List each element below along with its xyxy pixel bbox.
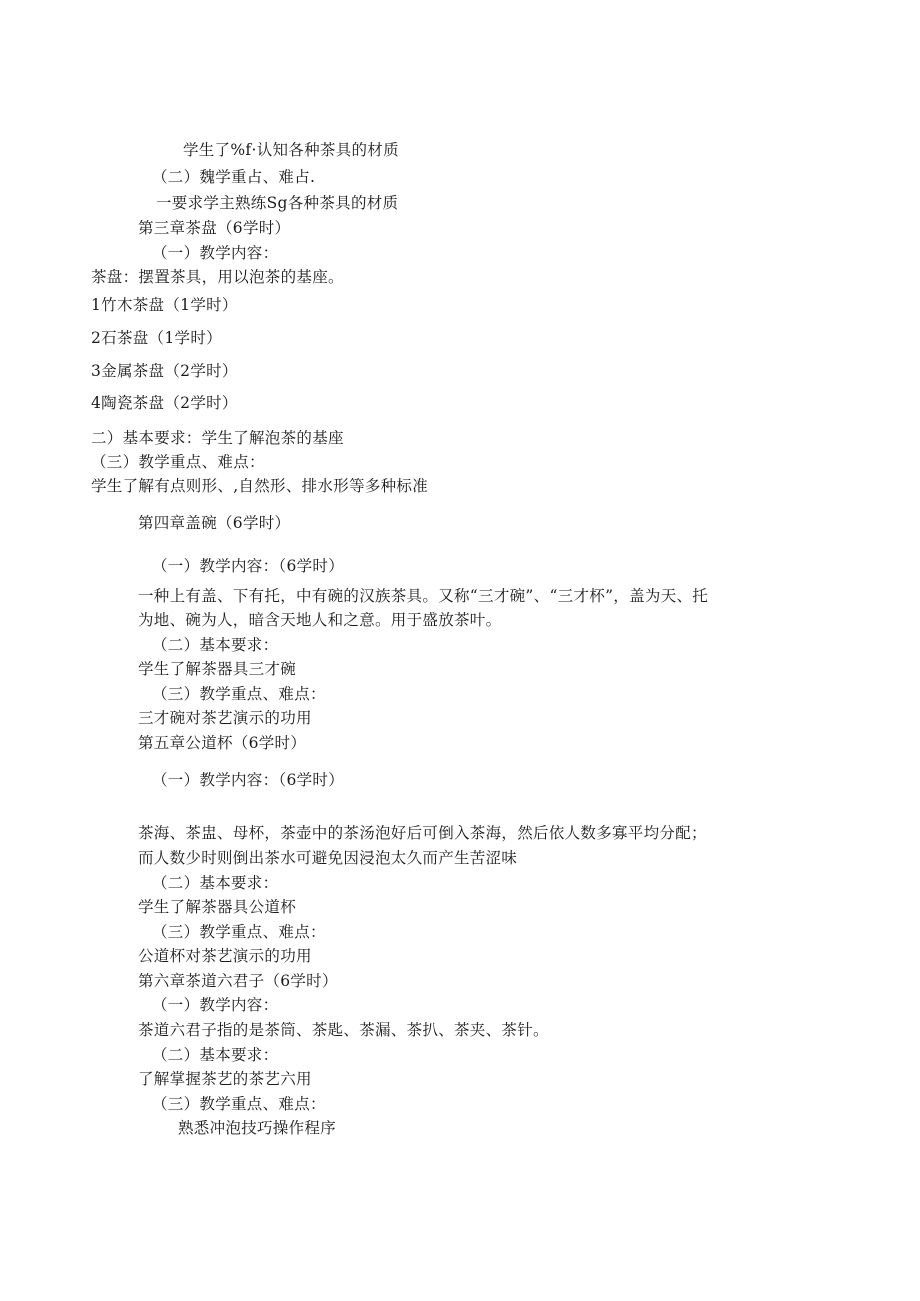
list-item: 2石茶盘（1学时） xyxy=(91,329,222,347)
section-heading: （二）基本要求： xyxy=(152,636,279,654)
text-line: 一要求学主熟练Sg各种茶具的材质 xyxy=(156,194,399,212)
chapter-heading: 第四章盖碗（6学时） xyxy=(138,514,291,532)
chapter-heading: 第三章茶盘（6学时） xyxy=(138,219,291,237)
section-heading: （一）教学内容：（6学时） xyxy=(152,557,345,575)
text-line: 了解掌握茶艺的茶艺六用 xyxy=(138,1070,312,1088)
section-heading: （三）教学重点、难点： xyxy=(91,453,265,471)
text-line: 茶盘：摆置茶具，用以泡茶的基座。 xyxy=(91,268,344,286)
text-line: 学生了%f·认知各种茶具的材质 xyxy=(183,141,399,159)
text-line: 而人数少时则倒出茶水可避免因浸泡太久而产生苦涩味 xyxy=(138,849,518,867)
section-heading: （二）魏学重占、难占. xyxy=(152,168,316,186)
text-line: 一种上有盖、下有托，中有碗的汉族茶具。又称“三才碗”、“三才杯”，盖为天、托 xyxy=(138,587,709,605)
section-heading: （一）教学内容：（6学时） xyxy=(152,771,345,789)
section-heading: （三）教学重点、难点： xyxy=(152,1095,326,1113)
list-item: 4陶瓷茶盘（2学时） xyxy=(91,394,238,412)
section-heading: （二）基本要求： xyxy=(152,1046,279,1064)
text-line: 学生了解茶器具三才碗 xyxy=(138,660,297,678)
text-line: 茶海、茶盅、母杯，茶壶中的茶汤泡好后可倒入茶海，然后依人数多寡平均分配； xyxy=(138,824,707,842)
text-line: 为地、碗为人，暗含天地人和之意。用于盛放茶叶。 xyxy=(138,611,502,629)
text-line: 学生了解有点则形、,自然形、排水形等多种标准 xyxy=(91,477,429,495)
section-heading: （三）教学重点、难点： xyxy=(152,685,326,703)
text-line: 学生了解茶器具公道杯 xyxy=(138,898,297,916)
chapter-heading: 第五章公道杯（6学时） xyxy=(138,734,307,752)
section-heading: （一）教学内容： xyxy=(152,244,279,262)
section-heading: （一）教学内容： xyxy=(152,996,279,1014)
section-heading: 二）基本要求：学生了解泡茶的基座 xyxy=(91,429,344,447)
list-item: 3金属茶盘（2学时） xyxy=(91,362,238,380)
list-item: 1竹木茶盘（1学时） xyxy=(91,296,238,314)
text-line: 公道杯对茶艺演示的功用 xyxy=(138,947,312,965)
text-line: 熟悉冲泡技巧操作程序 xyxy=(178,1119,337,1137)
section-heading: （三）教学重点、难点： xyxy=(152,923,326,941)
section-heading: （二）基本要求： xyxy=(152,874,279,892)
text-line: 三才碗对茶艺演示的功用 xyxy=(138,709,312,727)
chapter-heading: 第六章茶道六君子（6学时） xyxy=(138,972,338,990)
text-line: 茶道六君子指的是茶筒、茶匙、茶漏、茶扒、茶夹、茶针。 xyxy=(138,1021,549,1039)
